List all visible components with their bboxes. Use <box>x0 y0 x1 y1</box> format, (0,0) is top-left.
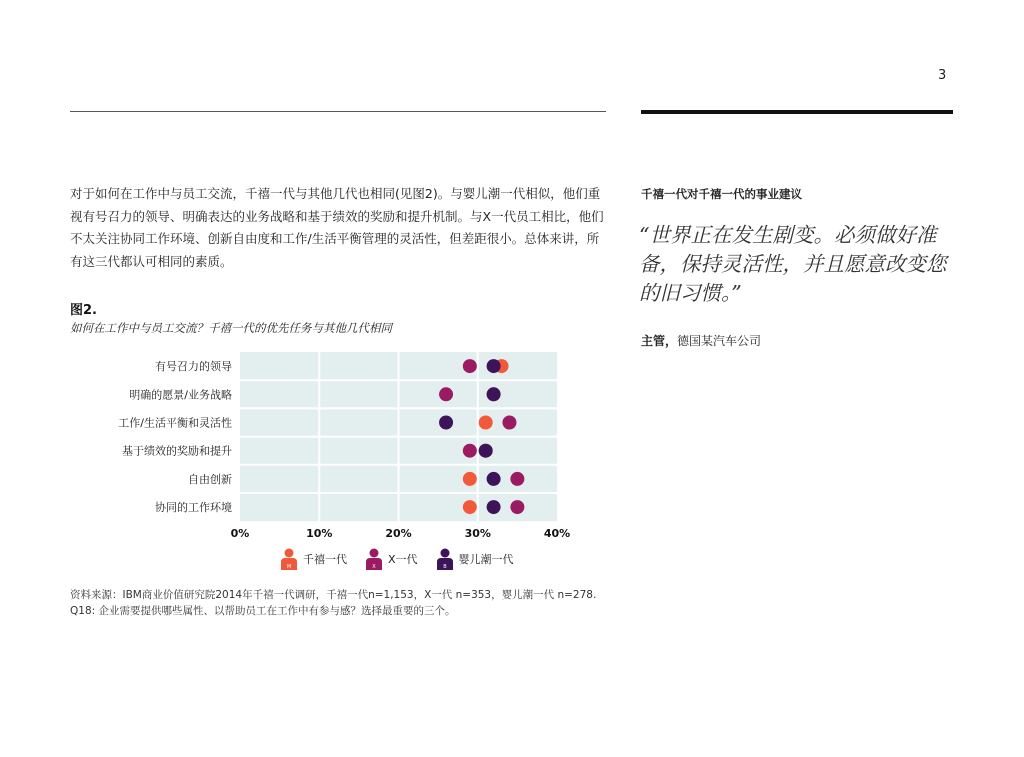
data-point <box>439 387 453 401</box>
attribution-company: 德国某汽车公司 <box>677 334 762 348</box>
legend-label: 婴儿潮一代 <box>458 553 514 566</box>
data-point <box>439 416 453 430</box>
svg-text:B: B <box>442 564 447 570</box>
data-point <box>487 472 501 486</box>
sidebar-quote: “世界正在发生剧变。必须做好准备，保持灵活性，并且愿意改变您的旧习惯。” <box>639 223 947 305</box>
data-point <box>463 500 477 514</box>
quote-attribution <box>641 332 761 349</box>
svg-text:M: M <box>286 564 292 570</box>
legend-item <box>436 548 514 570</box>
person-icon <box>280 548 298 570</box>
dot-plot-chart <box>70 345 590 545</box>
data-point <box>487 359 501 373</box>
data-point <box>463 444 477 458</box>
category-label: 有号召力的领导 <box>155 360 232 374</box>
category-label: 基于绩效的奖励和提升 <box>122 444 232 458</box>
data-point <box>479 444 493 458</box>
page-number: 3 <box>938 68 947 83</box>
data-point <box>510 500 524 514</box>
data-point <box>463 359 477 373</box>
legend-label: X一代 <box>388 553 418 566</box>
figure-label: 图2. <box>70 303 97 318</box>
divider-right <box>641 110 953 114</box>
figure-title: 如何在工作中与员工交流？千禧一代的优先任务与其他几代相同 <box>70 321 392 335</box>
data-point <box>487 500 501 514</box>
x-tick-label: 10% <box>306 527 333 541</box>
svg-text:X: X <box>372 564 376 570</box>
category-label: 明确的愿景/业务战略 <box>129 388 232 402</box>
data-point <box>510 472 524 486</box>
person-icon <box>436 548 454 570</box>
body-paragraph: 对于如何在工作中与员工交流，千禧一代与其他几代也相同(见图2)。与婴儿潮一代相似，他们重视有号召力的领导、明确表达的业务战略和基于绩效的奖励和提升机制。与X一代员工相比，他们不太关注协同工作环境、创新自由度和工作/生活平衡管理的灵活性，但差距很小。总体来讲，所有这三代都认可相同的素质。 <box>70 186 604 269</box>
chart-legend <box>280 548 514 570</box>
x-tick-label: 20% <box>385 527 412 541</box>
attribution-role: 主管， <box>641 334 678 348</box>
data-point <box>463 472 477 486</box>
x-tick-label: 40% <box>543 527 571 541</box>
data-point <box>487 387 501 401</box>
x-tick-label: 30% <box>464 527 491 541</box>
divider-left <box>70 111 606 112</box>
category-label: 工作/生活平衡和灵活性 <box>118 416 232 430</box>
data-point <box>502 416 516 430</box>
legend-item <box>365 548 418 570</box>
sidebar-heading: 千禧一代对千禧一代的事业建议 <box>641 187 802 201</box>
legend-item <box>280 548 347 570</box>
person-icon <box>365 548 383 570</box>
x-tick-label: 0% <box>230 527 250 541</box>
category-label: 协同的工作环境 <box>155 501 232 515</box>
category-label: 自由创新 <box>188 472 232 486</box>
source-note: 资料来源：IBM商业价值研究院2014年千禧一代调研，千禧一代n=1,153，X一代 n=353，婴儿潮一代 n=278. Q18: 企业需要提供哪些属性、以帮助员工在工作中有参与感？选择最重要的三个。 <box>70 589 597 617</box>
data-point <box>479 416 493 430</box>
legend-label: 千禧一代 <box>303 553 347 566</box>
